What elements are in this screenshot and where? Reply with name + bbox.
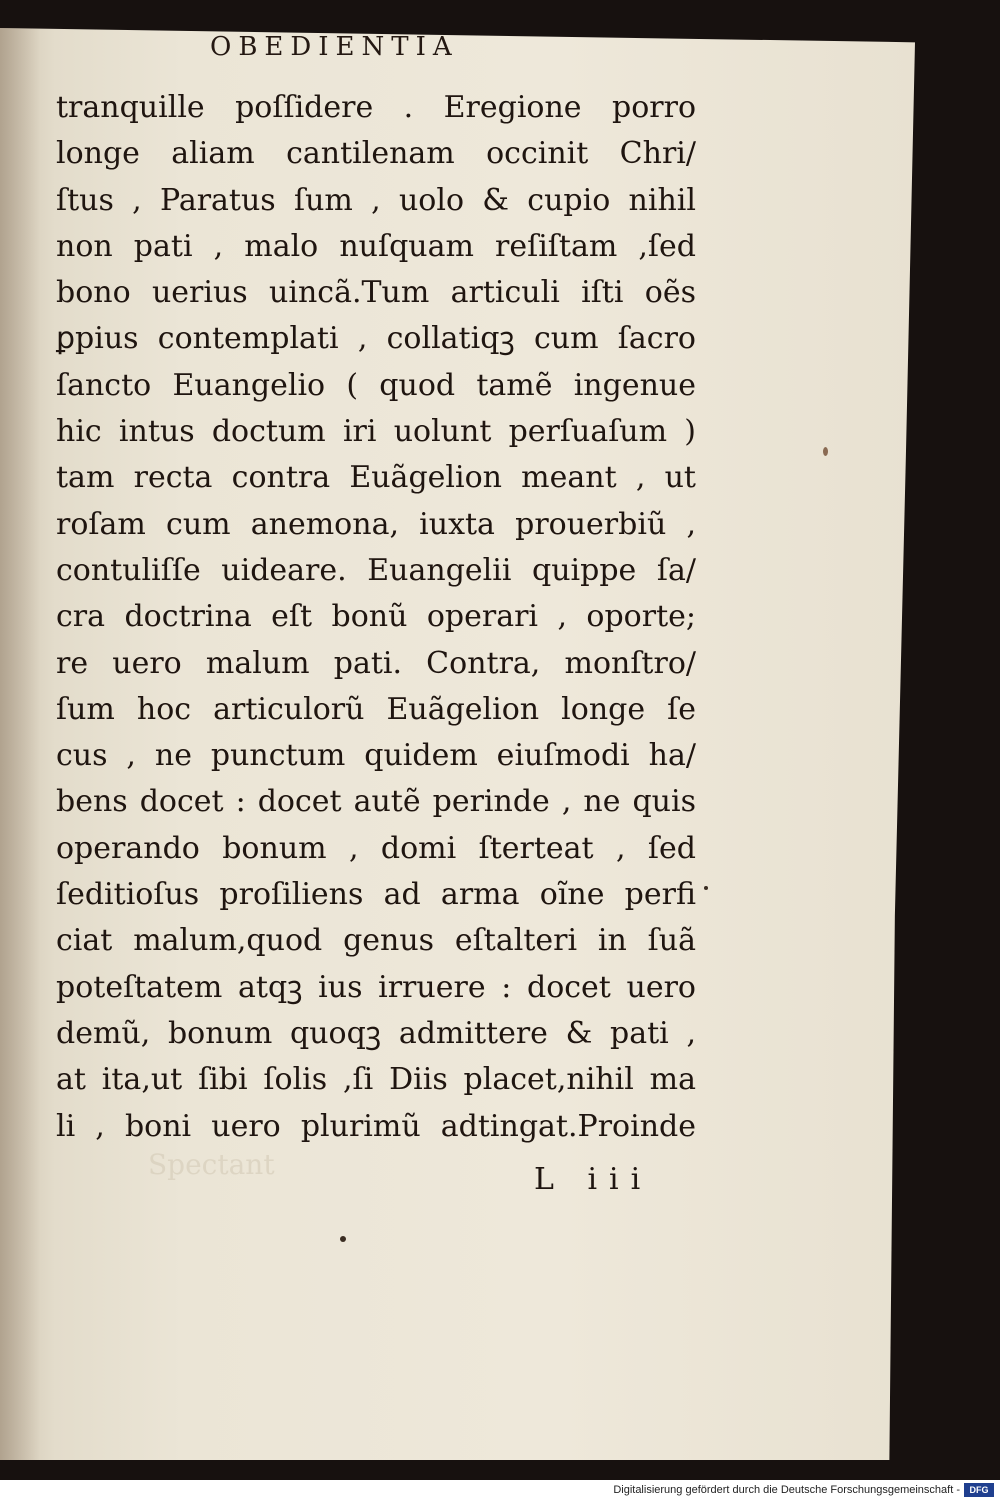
footer-credit: Digitalisierung gefördert durch die Deutsche Forschungsgemeinschaft -: [613, 1484, 960, 1496]
running-head: OBEDIENTIA: [210, 32, 459, 62]
signature-mark: L iii: [534, 1162, 653, 1197]
text-line: re uero malum pati. Contra, monſtro/: [56, 645, 696, 681]
text-line: at ita,ut ſibi ſolis ,ſi Diis placet,nihil ma: [56, 1062, 696, 1098]
text-line: ſeditioſus proſiliens ad arma oĩne perfi: [56, 877, 696, 913]
ink-speck: [340, 1236, 346, 1242]
text-line: ꝑpius contemplati , collatiqꝫ cum ſacro: [56, 321, 696, 357]
text-line: cra doctrina eſt bonũ operari , oporte;: [56, 599, 696, 635]
dfg-logo: DFG: [964, 1483, 994, 1497]
text-line: ſancto Euangelio ( quod tamẽ ingenue: [56, 367, 696, 403]
text-block: [56, 85, 696, 1150]
text-line: contuliſſe uideare. Euangelii quippe ſa/: [56, 552, 696, 588]
text-line: longe aliam cantilenam occinit Chri/: [56, 136, 696, 172]
text-line: cus , ne punctum quidem eiuſmodi ha/: [56, 738, 696, 774]
text-line: ſum hoc articulorũ Euãgelion longe ſe: [56, 691, 696, 727]
text-line: tranquille poſſidere . Eregione porro: [56, 90, 696, 125]
text-line: ciat malum,quod genus eſtalteri in ſuã: [56, 923, 696, 959]
text-line: li , boni uero plurimũ adtingat.Proinde: [56, 1108, 696, 1144]
ink-speck: [704, 886, 708, 890]
text-line: demũ, bonum quoqꝫ admittere & pati ,: [56, 1015, 696, 1051]
digitization-footer: [0, 1480, 1000, 1501]
text-line: bono uerius uincã.Tum articuli iſti oẽs: [56, 275, 696, 311]
text-line: poteſtatem atqꝫ ius irruere : docet uero: [56, 969, 696, 1005]
gutter-shadow: [0, 28, 40, 1460]
ink-speck: [823, 447, 828, 456]
text-line: non pati , malo nuſquam reſiſtam ,ſed: [56, 228, 696, 264]
catchword-show-through: Spectant: [148, 1148, 275, 1181]
text-line: operando bonum , domi ſterteat , ſed: [56, 830, 696, 866]
text-line: roſam cum anemona, iuxta prouerbiũ ,: [56, 506, 696, 542]
text-line: hic intus doctum iri uolunt perſuaſum ): [56, 414, 696, 450]
text-line: bens docet : docet autẽ perinde , ne quis: [56, 784, 696, 820]
text-line: ſtus , Paratus ſum , uolo & cupio nihil: [56, 182, 696, 218]
text-line: tam recta contra Euãgelion meant , ut: [56, 460, 696, 496]
